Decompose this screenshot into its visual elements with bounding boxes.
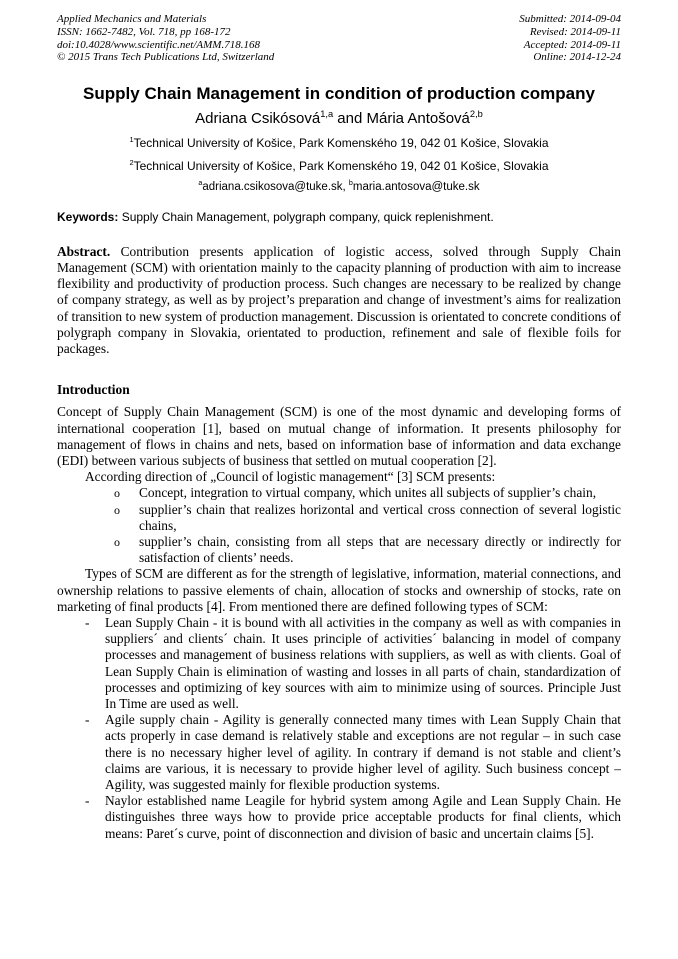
keywords-label: Keywords:: [57, 210, 119, 225]
introduction-paragraph-2-lead: According direction of „Council of logistic management“ [3] SCM presents:: [85, 469, 496, 485]
abstract-paragraph: [57, 244, 621, 357]
introduction-paragraph-1: Concept of Supply Chain Management (SCM) is one of the most dynamic and developing forms of international cooperation [1], based on mutual change of information. It presents philosophy for management of flows in chains and nets, based on information base of information and data exchange (EDI) between various subjects of business that settled on mutual cooperation [2].: [57, 404, 621, 468]
journal-header: [57, 13, 621, 64]
circle-bullet-marker: o: [114, 486, 120, 501]
dash-bullet-marker: -: [85, 614, 90, 630]
circle-bullet-marker: o: [114, 534, 120, 549]
list-item-text: Lean Supply Chain - it is bound with all activities in the company as well as with companies in suppliers´ and clients´ chain. It uses principle of activities´ balancing in model of company processes and management of business relations with suppliers, as well as with clients. Goal of Lean Supply Chain is elimination of wasting and losses in all parts of chain, standardization of processes and optimizing of key sources with aim to minimize using of sources. Principle Just In Time are used as well.: [105, 614, 621, 711]
online-date-line: Online: 2014-12-24: [533, 51, 621, 64]
submitted-date-line: Submitted: 2014-09-04: [519, 13, 621, 25]
email-1-superscript: a: [198, 179, 203, 188]
accepted-date-line: Accepted: 2014-09-11: [523, 38, 621, 51]
list-item: [57, 712, 621, 793]
keywords-text: Supply Chain Management, polygraph company, quick replenishment.: [118, 210, 494, 225]
abstract-label: Abstract.: [57, 243, 111, 259]
list-item: [57, 793, 621, 842]
paper-title: Supply Chain Management in condition of production company: [83, 84, 595, 104]
list-item: [57, 615, 621, 712]
doi-line: doi:10.4028/www.scientific.net/AMM.718.168: [57, 38, 260, 51]
affiliation-1-superscript: 1: [129, 135, 134, 145]
submission-dates-block: [519, 13, 621, 64]
author-2-superscript: 2,b: [469, 109, 483, 120]
journal-title-line: Applied Mechanics and Materials: [57, 13, 207, 25]
keywords-line: [57, 210, 621, 225]
list-item-text: Agile supply chain - Agility is generally connected many times with Lean Supply Chain that acts properly in case demand is relatively stable and exceptions are not regular – in such case there is no necessary higher level of agility. In contrary if demand is not stable and client’s claims are various, it is necessary to provide higher level of agility. Such business concept – Agility, was suggested mainly for flexible production systems.: [105, 712, 621, 792]
scm-types-list: [57, 615, 621, 842]
authors-line: [57, 110, 621, 127]
authors-separator: and: [333, 110, 367, 128]
journal-info-block: [57, 13, 274, 64]
scm-presents-list: [57, 485, 621, 566]
list-item-text: supplier’s chain that realizes horizontal and vertical cross connection of several logistic chains,: [139, 501, 621, 533]
list-item-text: Concept, integration to virtual company, which unites all subjects of supplier’s chain,: [139, 485, 597, 501]
affiliation-1: [57, 136, 621, 150]
circle-bullet-marker: o: [114, 502, 120, 517]
affiliation-2: [57, 159, 621, 173]
list-item: [57, 534, 621, 566]
issn-volume-line: ISSN: 1662-7482, Vol. 718, pp 168-172: [57, 25, 231, 38]
email-2: maria.antosova@tuke.sk: [352, 181, 480, 194]
list-item: [57, 485, 621, 501]
section-heading-introduction: Introduction: [57, 382, 130, 398]
introduction-paragraph-3: Types of SCM are different as for the strength of legislative, information, material connections, and ownership relations to passive elements of chain, allocation of stocks and ownership of stocks, rate on marketing of final products [4]. From mentioned there are defined following types of SCM:: [57, 566, 621, 614]
dash-bullet-marker: -: [85, 793, 90, 809]
author-emails-line: [57, 181, 621, 193]
list-item: [57, 502, 621, 534]
copyright-line: © 2015 Trans Tech Publications Ltd, Switzerland: [57, 51, 275, 64]
email-1: adriana.csikosova@tuke.sk,: [202, 181, 349, 194]
email-2-superscript: b: [348, 179, 353, 188]
author-2-name: Mária Antošová: [366, 110, 470, 128]
affiliation-1-text: Technical University of Košice, Park Komenského 19, 042 01 Košice, Slovakia: [133, 136, 549, 151]
list-item-text: Naylor established name Leagile for hybrid system among Agile and Lean Supply Chain. He distinguishes three ways how to provide price acceptable products for final clients, which means: Paret´s curve, point of disconnection and division of basic and uncertain claims [5].: [105, 793, 621, 841]
abstract-text: Contribution presents application of logistic access, solved through Supply Chain Management (SCM) with orientation mainly to the capacity planning of production with aim to increase flexibility and productivity of production process. Such changes are necessary to be realized by change of company strategy, as well as by project’s preparation and change of investment’s aims for realization of transition to new system of production management. Discussion is orientated to concrete conditions of polygraph company in Slovakia, orientated to production, refinement and sale of flexible foils for packages.: [57, 243, 621, 356]
author-1-superscript: 1,a: [320, 109, 334, 120]
revised-date-line: Revised: 2014-09-11: [529, 25, 621, 38]
dash-bullet-marker: -: [85, 712, 90, 728]
list-item-text: supplier’s chain, consisting from all steps that are necessary directly or indirectly for satisfaction of clients’ needs.: [139, 533, 621, 566]
affiliation-2-text: Technical University of Košice, Park Komenského 19, 042 01 Košice, Slovakia: [133, 159, 549, 174]
affiliation-2-superscript: 2: [129, 158, 134, 168]
author-1-name: Adriana Csikósová: [195, 110, 321, 128]
